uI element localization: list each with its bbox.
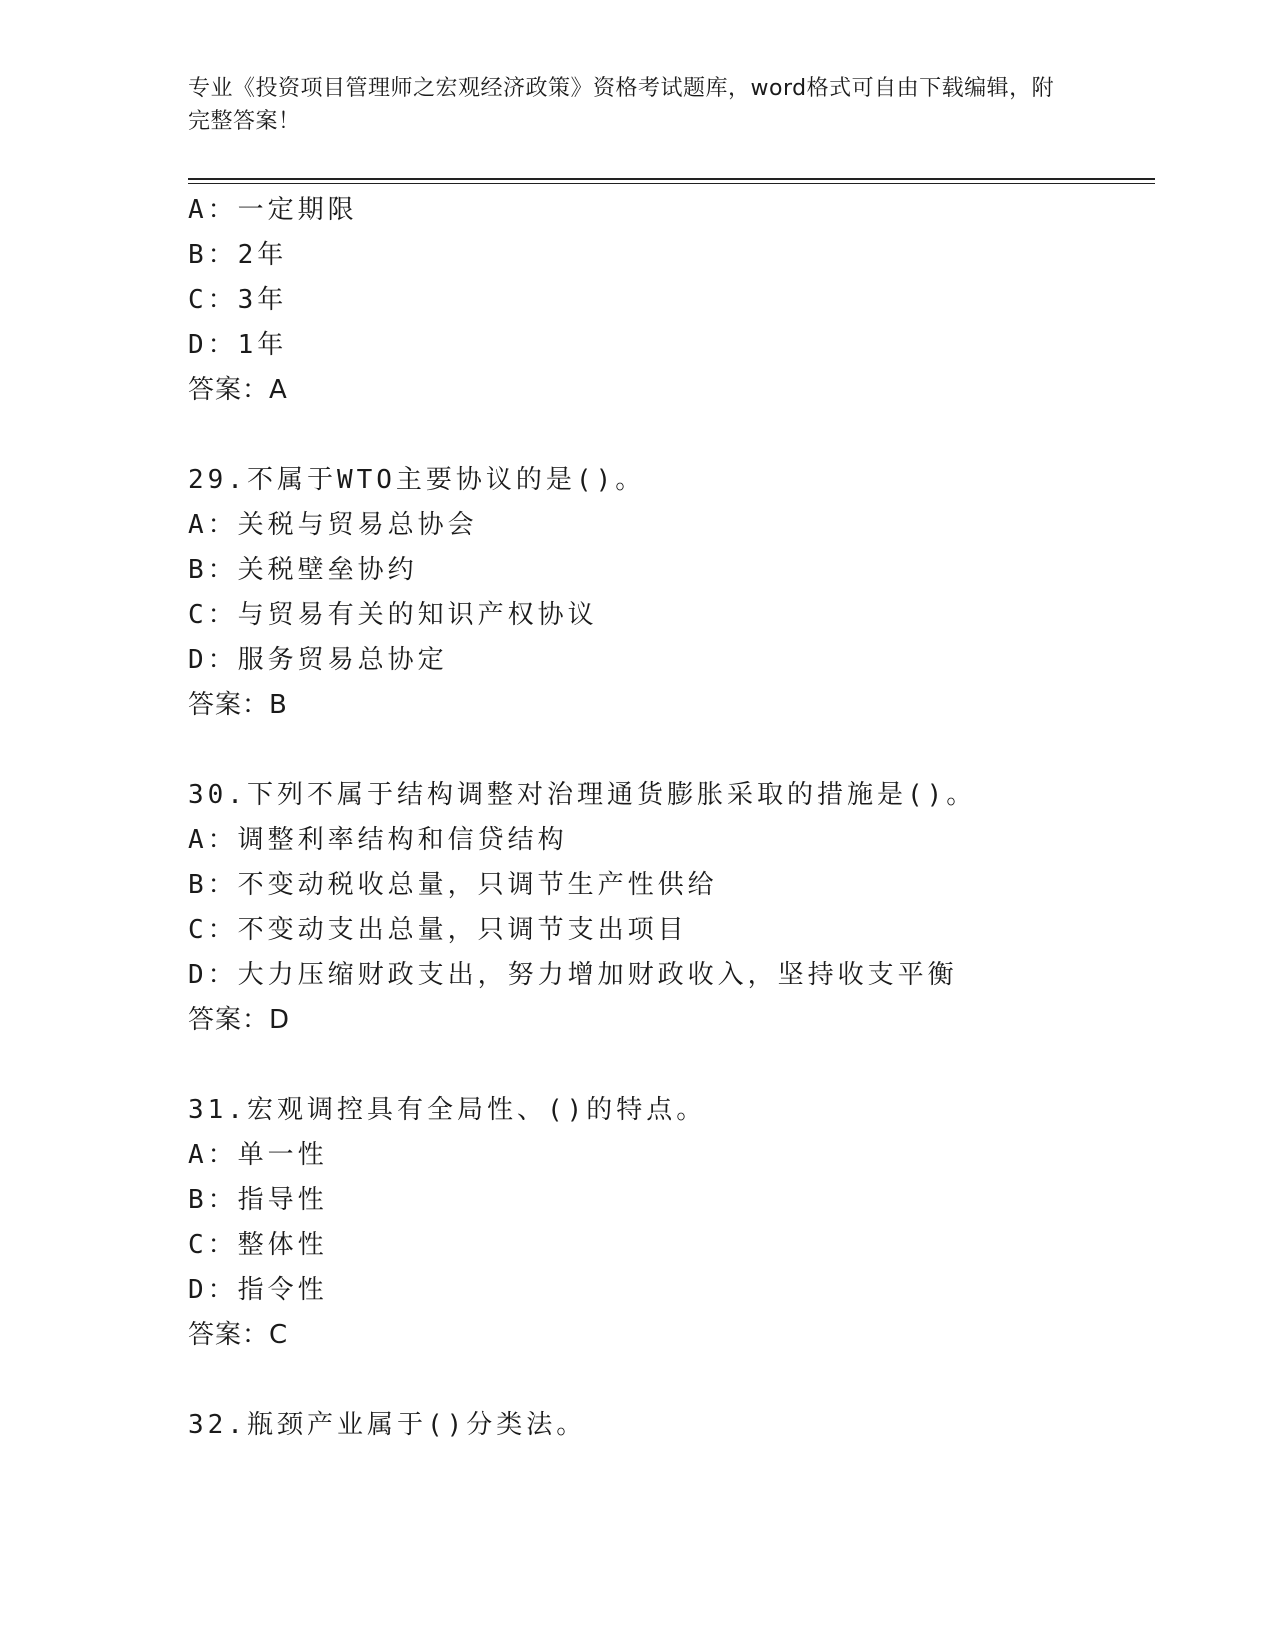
q29-option-c: C：与贸易有关的知识产权协议 [188,600,598,630]
q28-answer: 答案：A [188,375,288,405]
header-divider [188,178,1155,180]
q28-option-a: A：一定期限 [188,195,358,225]
q29-question: 29.不属于WTO主要协议的是()。 [188,465,646,495]
header-divider-thin [188,183,1155,184]
q31-option-a: A：单一性 [188,1140,328,1170]
q29-option-d: D：服务贸易总协定 [188,645,448,675]
q32-question: 32.瓶颈产业属于()分类法。 [188,1410,587,1440]
q28-option-d: D：1年 [188,330,288,360]
q28-option-c: C：3年 [188,285,288,315]
q30-option-c: C：不变动支出总量，只调节支出项目 [188,915,688,945]
q29-option-a: A：关税与贸易总协会 [188,510,478,540]
q31-option-b: B：指导性 [188,1185,328,1215]
q29-answer: 答案：B [188,690,288,720]
q30-option-d: D：大力压缩财政支出，努力增加财政收入，坚持收支平衡 [188,960,958,990]
q30-option-a: A：调整利率结构和信贷结构 [188,825,568,855]
q30-option-b: B：不变动税收总量，只调节生产性供给 [188,870,718,900]
q29-option-b: B：关税壁垒协约 [188,555,418,585]
q31-question: 31.宏观调控具有全局性、()的特点。 [188,1095,707,1125]
q30-answer: 答案：D [188,1005,291,1035]
q28-option-b: B：2年 [188,240,288,270]
q30-question: 30.下列不属于结构调整对治理通货膨胀采取的措施是()。 [188,780,977,810]
q31-option-c: C：整体性 [188,1230,328,1260]
document-header: 专业《投资项目管理师之宏观经济政策》资格考试题库，word格式可自由下载编辑，附完整答案！ [188,76,1055,134]
q31-answer: 答案：C [188,1320,289,1350]
q31-option-d: D：指令性 [188,1275,328,1305]
